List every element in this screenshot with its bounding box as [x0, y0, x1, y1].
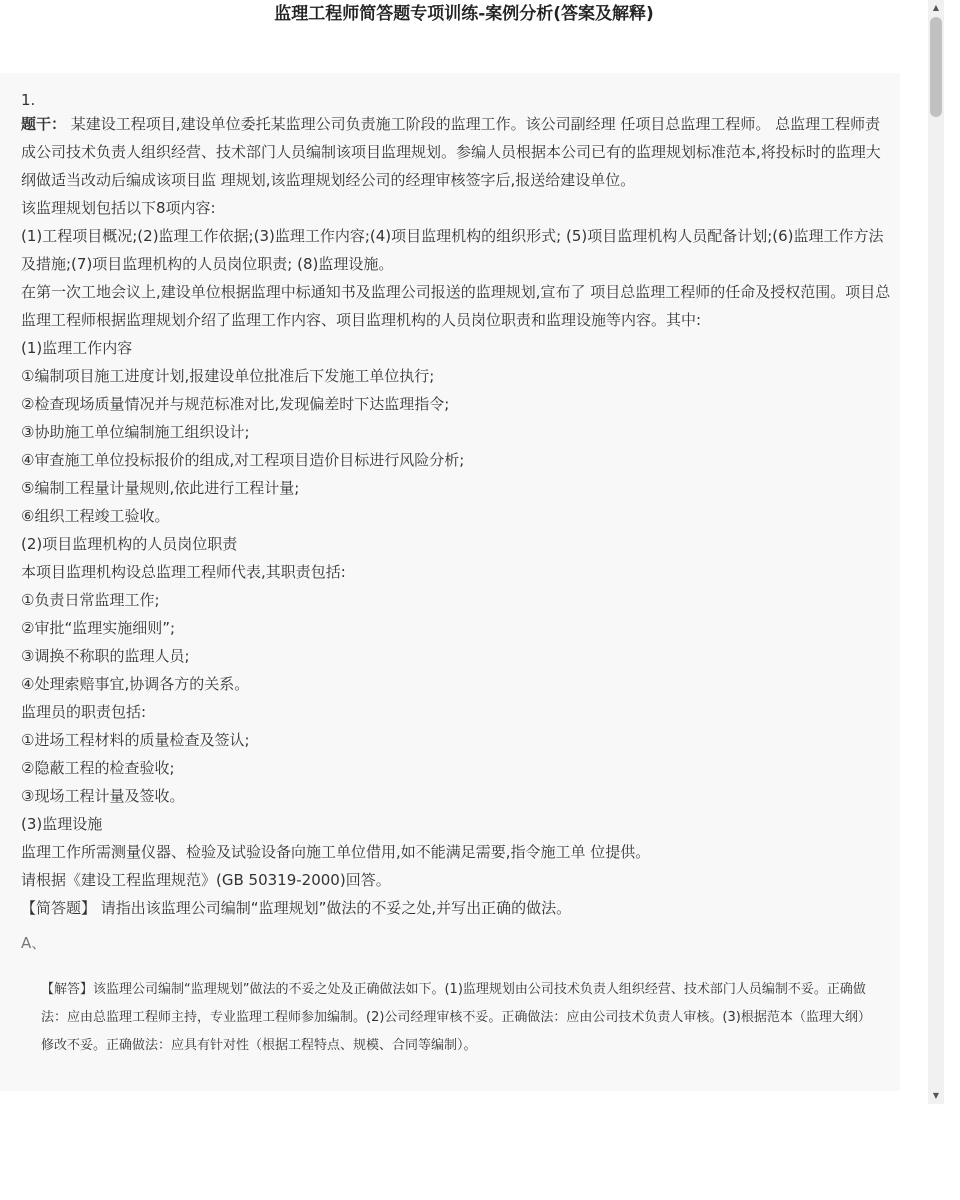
stem-line-19: ②隐蔽工程的检查验收;: [21, 759, 175, 777]
answer-option-a[interactable]: A、: [21, 934, 47, 952]
stem-line-10: ⑥组织工程竣工验收。: [21, 507, 170, 525]
question-type-label: 【简答题】: [21, 899, 97, 917]
stem-line-7: ③协助施工单位编制施工组织设计;: [21, 423, 250, 441]
question-text: 请指出该监理公司编制“监理规划”做法的不妥之处,并写出正确的做法。: [100, 899, 572, 917]
stem-line-9: ⑤编制工程量计量规则,依此进行工程计量;: [21, 479, 300, 497]
stem-line-8: ④审查施工单位投标报价的组成,对工程项目造价目标进行风险分析;: [21, 451, 465, 469]
question-prompt: [21, 894, 893, 922]
stem-line-21: (3)监理设施: [21, 815, 103, 833]
stem-paragraph: [21, 110, 893, 194]
scrollbar-thumb[interactable]: [930, 17, 942, 117]
stem-label: 题干：: [21, 115, 67, 133]
stem-line-14: ②审批“监理实施细则”;: [21, 619, 176, 637]
stem-line-4: (1)监理工作内容: [21, 339, 133, 357]
stem-line-23: 请根据《建设工程监理规范》(GB 50319-2000)回答。: [21, 871, 391, 889]
stem-line-22: 监理工作所需测量仪器、检验及试验设备向施工单位借用,如不能满足需要,指令施工单 位提供。: [21, 843, 651, 861]
stem-line-5: ①编制项目施工进度计划,报建设单位批准后下发施工单位执行;: [21, 367, 435, 385]
page-title: 监理工程师简答题专项训练-案例分析(答案及解释): [274, 4, 654, 24]
stem-line-11: (2)项目监理机构的人员岗位职责: [21, 535, 238, 553]
stem-line-13: ①负责日常监理工作;: [21, 591, 160, 609]
stem-line-12: 本项目监理机构设总监理工程师代表,其职责包括:: [21, 563, 346, 581]
stem-line-16: ④处理索赔事宜,协调各方的关系。: [21, 675, 250, 693]
stem-line-1: 该监理规划包括以下8项内容:: [21, 199, 216, 217]
stem-line-0: 某建设工程项目,建设单位委托某监理公司负责施工阶段的监理工作。该公司副经理 任项目总监理工程师。 总监理工程师责成公司技术负责人组织经营、技术部门人员编制该项目监理规划。参编人员根据本公司已有的监理规划标准范本,将投标时的监理大纲做适当改动后编成该项目监 理规划,该监理规划经公司的经理审核签字后,报送给建设单位。: [21, 115, 881, 189]
answer-explanation: 【解答】该监理公司编制“监理规划”做法的不妥之处及正确做法如下。(1)监理规划由公司技术负责人组织经营、技术部门人员编制不妥。正确做法：应由总监理工程师主持，专业监理工程师参加编制。(2)公司经理审核不妥。正确做法：应由公司技术负责人审核。(3)根据范本（监理大纲）修改不妥。正确做法：应具有针对性（根据工程特点、规模、合同等编制）。: [41, 982, 871, 1053]
stem-line-17: 监理员的职责包括:: [21, 703, 147, 721]
question-content: [21, 90, 893, 1060]
question-number: 1.: [21, 91, 36, 109]
stem-line-6: ②检查现场质量情况并与规范标准对比,发现偏差时下达监理指令;: [21, 395, 450, 413]
stem-line-3: 在第一次工地会议上,建设单位根据监理中标通知书及监理公司报送的监理规划,宣布了 项目总监理工程师的任命及授权范围。项目总监理工程师根据监理规划介绍了监理工作内容、项目监理机构的人员岗位职责和监理设施等内容。其中:: [21, 283, 891, 329]
scroll-down-icon[interactable]: ▼: [932, 1091, 940, 1100]
vertical-scrollbar[interactable]: [928, 0, 944, 1104]
stem-line-20: ③现场工程计量及签收。: [21, 787, 185, 805]
scroll-up-icon[interactable]: ▲: [932, 3, 940, 12]
stem-line-2: (1)工程项目概况;(2)监理工作依据;(3)监理工作内容;(4)项目监理机构的组织形式; (5)项目监理机构人员配备计划;(6)监理工作方法及措施;(7)项目监理机构的人员岗位职责; (8)监理设施。: [21, 227, 884, 273]
stem-line-18: ①进场工程材料的质量检查及签认;: [21, 731, 250, 749]
stem-line-15: ③调换不称职的监理人员;: [21, 647, 190, 665]
